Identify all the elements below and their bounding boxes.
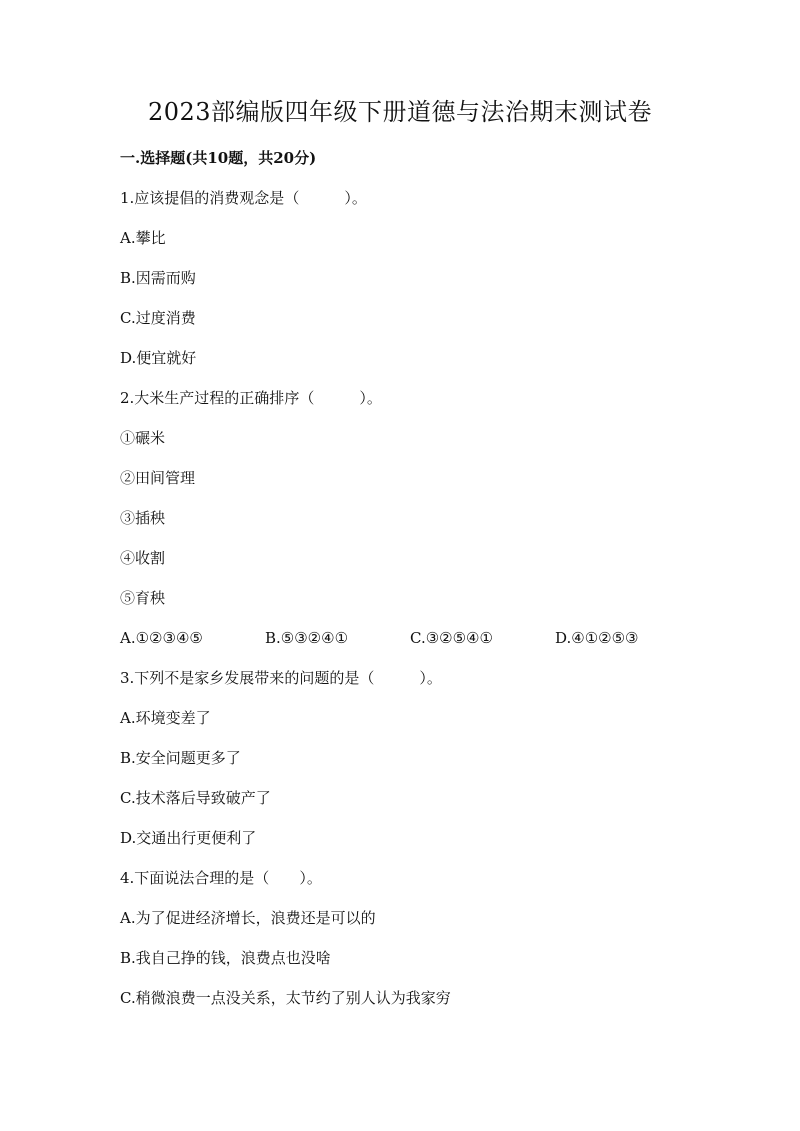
answer-option: C.过度消费 xyxy=(120,309,196,327)
sequence-item: ⑤育秧 xyxy=(120,589,166,607)
answer-option: B.我自己挣的钱，浪费点也没啥 xyxy=(120,949,331,967)
answer-option: A.①②③④⑤ xyxy=(120,629,203,647)
question-stem: 3.下列不是家乡发展带来的问题的是（ ）。 xyxy=(120,669,442,687)
answer-option: B.⑤③②④① xyxy=(265,629,349,647)
answer-options-row xyxy=(120,624,700,664)
answer-option: D.④①②⑤③ xyxy=(555,629,639,647)
answer-option: C.③②⑤④① xyxy=(410,629,493,647)
answer-option: A.攀比 xyxy=(120,229,166,247)
sequence-item: ③插秧 xyxy=(120,509,166,527)
answer-option: D.便宜就好 xyxy=(120,349,197,367)
answer-option: A.为了促进经济增长，浪费还是可以的 xyxy=(120,909,376,927)
document-title: 2023部编版四年级下册道德与法治期末测试卷 xyxy=(147,98,653,126)
sequence-item: ②田间管理 xyxy=(120,469,196,487)
answer-option: B.因需而购 xyxy=(120,269,196,287)
sequence-item: ①碾米 xyxy=(120,429,166,447)
question-stem: 1.应该提倡的消费观念是（ ）。 xyxy=(120,189,367,207)
answer-option: C.稍微浪费一点没关系，太节约了别人认为我家穷 xyxy=(120,989,451,1007)
answer-option: C.技术落后导致破产了 xyxy=(120,789,271,807)
sequence-item: ④收割 xyxy=(120,549,166,567)
answer-option: B.安全问题更多了 xyxy=(120,749,241,767)
question-stem: 4.下面说法合理的是（ ）。 xyxy=(120,869,322,887)
section-heading: 一.选择题(共10题，共20分) xyxy=(120,149,317,167)
answer-option: D.交通出行更便利了 xyxy=(120,829,257,847)
answer-option: A.环境变差了 xyxy=(120,709,211,727)
question-list xyxy=(120,184,700,1024)
question-stem: 2.大米生产过程的正确排序（ ）。 xyxy=(120,389,382,407)
